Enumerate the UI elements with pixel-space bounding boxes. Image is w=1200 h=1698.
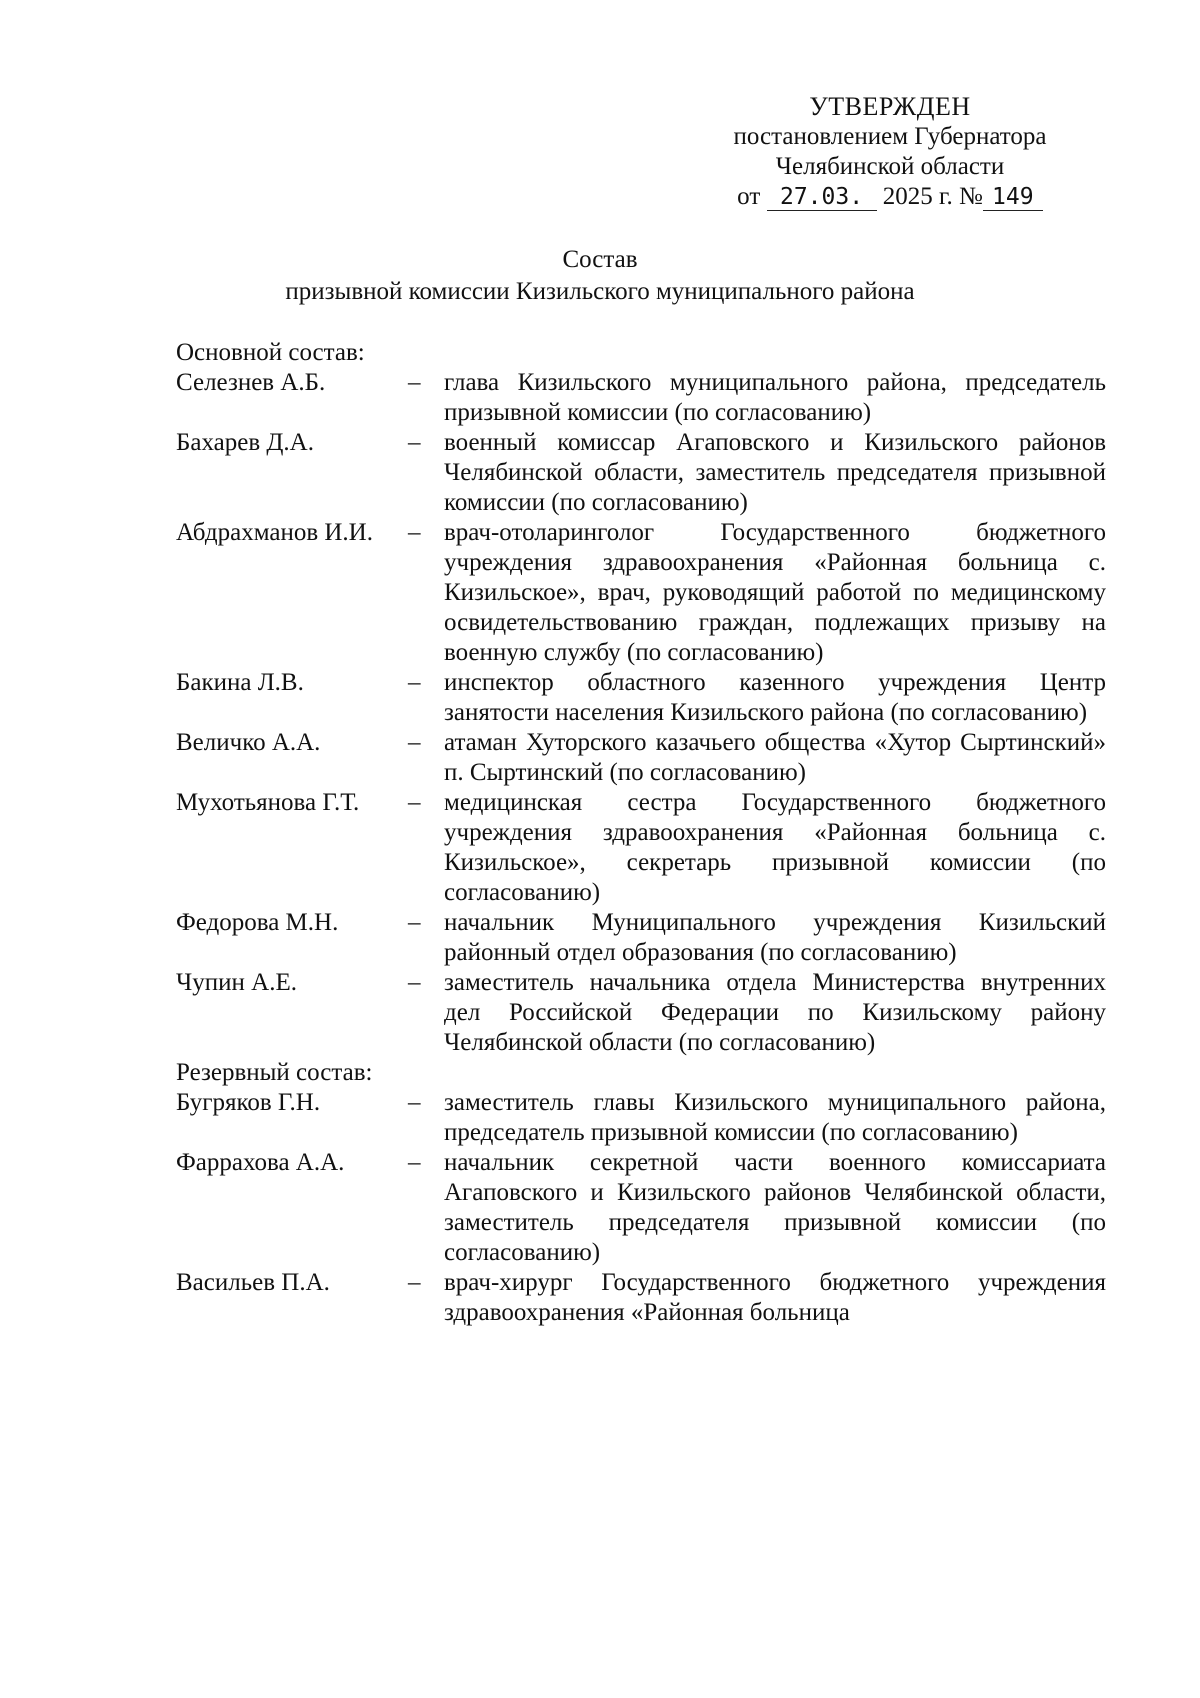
member-name: Мухотьянова Г.Т.: [176, 789, 360, 816]
member-dash: –: [408, 909, 421, 936]
member-name: Бахарев Д.А.: [176, 429, 314, 456]
member-row: [176, 908, 1106, 968]
member-row: [176, 968, 1106, 1058]
member-row: [176, 1088, 1106, 1148]
handwritten-number: 149: [983, 184, 1043, 211]
member-name: Селезнев А.Б.: [176, 369, 326, 396]
year-and-number-label: 2025 г. №: [882, 183, 983, 210]
member-name: Бакина Л.В.: [176, 669, 304, 696]
member-role: врач-хирург Государственного бюджетного учреждения здравоохранения «Районная больница: [444, 1269, 1106, 1326]
member-role: начальник Муниципального учреждения Кизильский районный отдел образования (по согласованию): [444, 909, 1106, 966]
member-role: медицинская сестра Государственного бюджетного учреждения здравоохранения «Районная больница с. Кизильское», секретарь призывной комиссии (по согласованию): [444, 789, 1106, 906]
main-section-label: Основной состав:: [176, 339, 365, 366]
member-row: [176, 668, 1106, 728]
member-dash: –: [408, 669, 421, 696]
document-subtitle: призывной комиссии Кизильского муниципального района: [285, 278, 915, 305]
member-dash: –: [408, 789, 421, 816]
member-name: Васильев П.А.: [176, 1269, 330, 1296]
member-role: заместитель главы Кизильского муниципального района, председатель призывной комиссии (по согласованию): [444, 1089, 1106, 1146]
member-name: Абдрахманов И.И.: [176, 519, 373, 546]
member-row: [176, 788, 1106, 908]
member-dash: –: [408, 429, 421, 456]
approval-line-region: Челябинской области: [775, 153, 1005, 180]
main-members-list: [176, 368, 1106, 1058]
member-name: Фаррахова А.А.: [176, 1149, 345, 1176]
member-row: [176, 728, 1106, 788]
member-row: [176, 518, 1106, 668]
reserve-members-list: [176, 1088, 1106, 1328]
member-dash: –: [408, 1269, 421, 1296]
member-dash: –: [408, 1149, 421, 1176]
member-role: атаман Хуторского казачьего общества «Хутор Сыртинский» п. Сыртинский (по согласованию): [444, 729, 1106, 786]
document-heading: [100, 244, 1100, 308]
member-row: [176, 1268, 1106, 1328]
member-role: врач-отоларинголог Государственного бюджетного учреждения здравоохранения «Районная больница с. Кизильское», врач, руководящий работой по медицинскому освидетельствованию граждан, подлежащих призыву на военную службу (по согласованию): [444, 519, 1106, 666]
date-prefix: от: [737, 183, 761, 210]
approval-title: УТВЕРЖДЕН: [809, 92, 971, 121]
member-role: заместитель начальника отдела Министерства внутренних дел Российской Федерации по Кизильскому району Челябинской области (по согласованию): [444, 969, 1106, 1056]
approval-line-decree: постановлением Губернатора: [733, 123, 1047, 150]
commission-roster: [176, 338, 1106, 1328]
member-name: Величко А.А.: [176, 729, 321, 756]
member-name: Федорова М.Н.: [176, 909, 339, 936]
member-row: [176, 1148, 1106, 1268]
member-dash: –: [408, 729, 421, 756]
member-row: [176, 428, 1106, 518]
member-row: [176, 368, 1106, 428]
approval-date-line: [690, 182, 1090, 212]
reserve-section-label: Резервный состав:: [176, 1059, 373, 1086]
member-name: Бугряков Г.Н.: [176, 1089, 321, 1116]
member-role: начальник секретной части военного комиссариата Агаповского и Кизильского районов Челябинской области, заместитель председателя призывной комиссии (по согласованию): [444, 1149, 1106, 1266]
approval-block: [690, 92, 1090, 212]
member-name: Чупин А.Е.: [176, 969, 297, 996]
handwritten-date: 27.03.: [767, 184, 877, 211]
member-role: инспектор областного казенного учреждения Центр занятости населения Кизильского района (по согласованию): [444, 669, 1106, 726]
member-role: глава Кизильского муниципального района, председатель призывной комиссии (по согласованию): [444, 369, 1106, 426]
document-title: Состав: [562, 246, 638, 273]
member-dash: –: [408, 969, 421, 996]
member-dash: –: [408, 519, 421, 546]
member-dash: –: [408, 1089, 421, 1116]
member-role: военный комиссар Агаповского и Кизильского районов Челябинской области, заместитель председателя призывной комиссии (по согласованию): [444, 429, 1106, 516]
member-dash: –: [408, 369, 421, 396]
